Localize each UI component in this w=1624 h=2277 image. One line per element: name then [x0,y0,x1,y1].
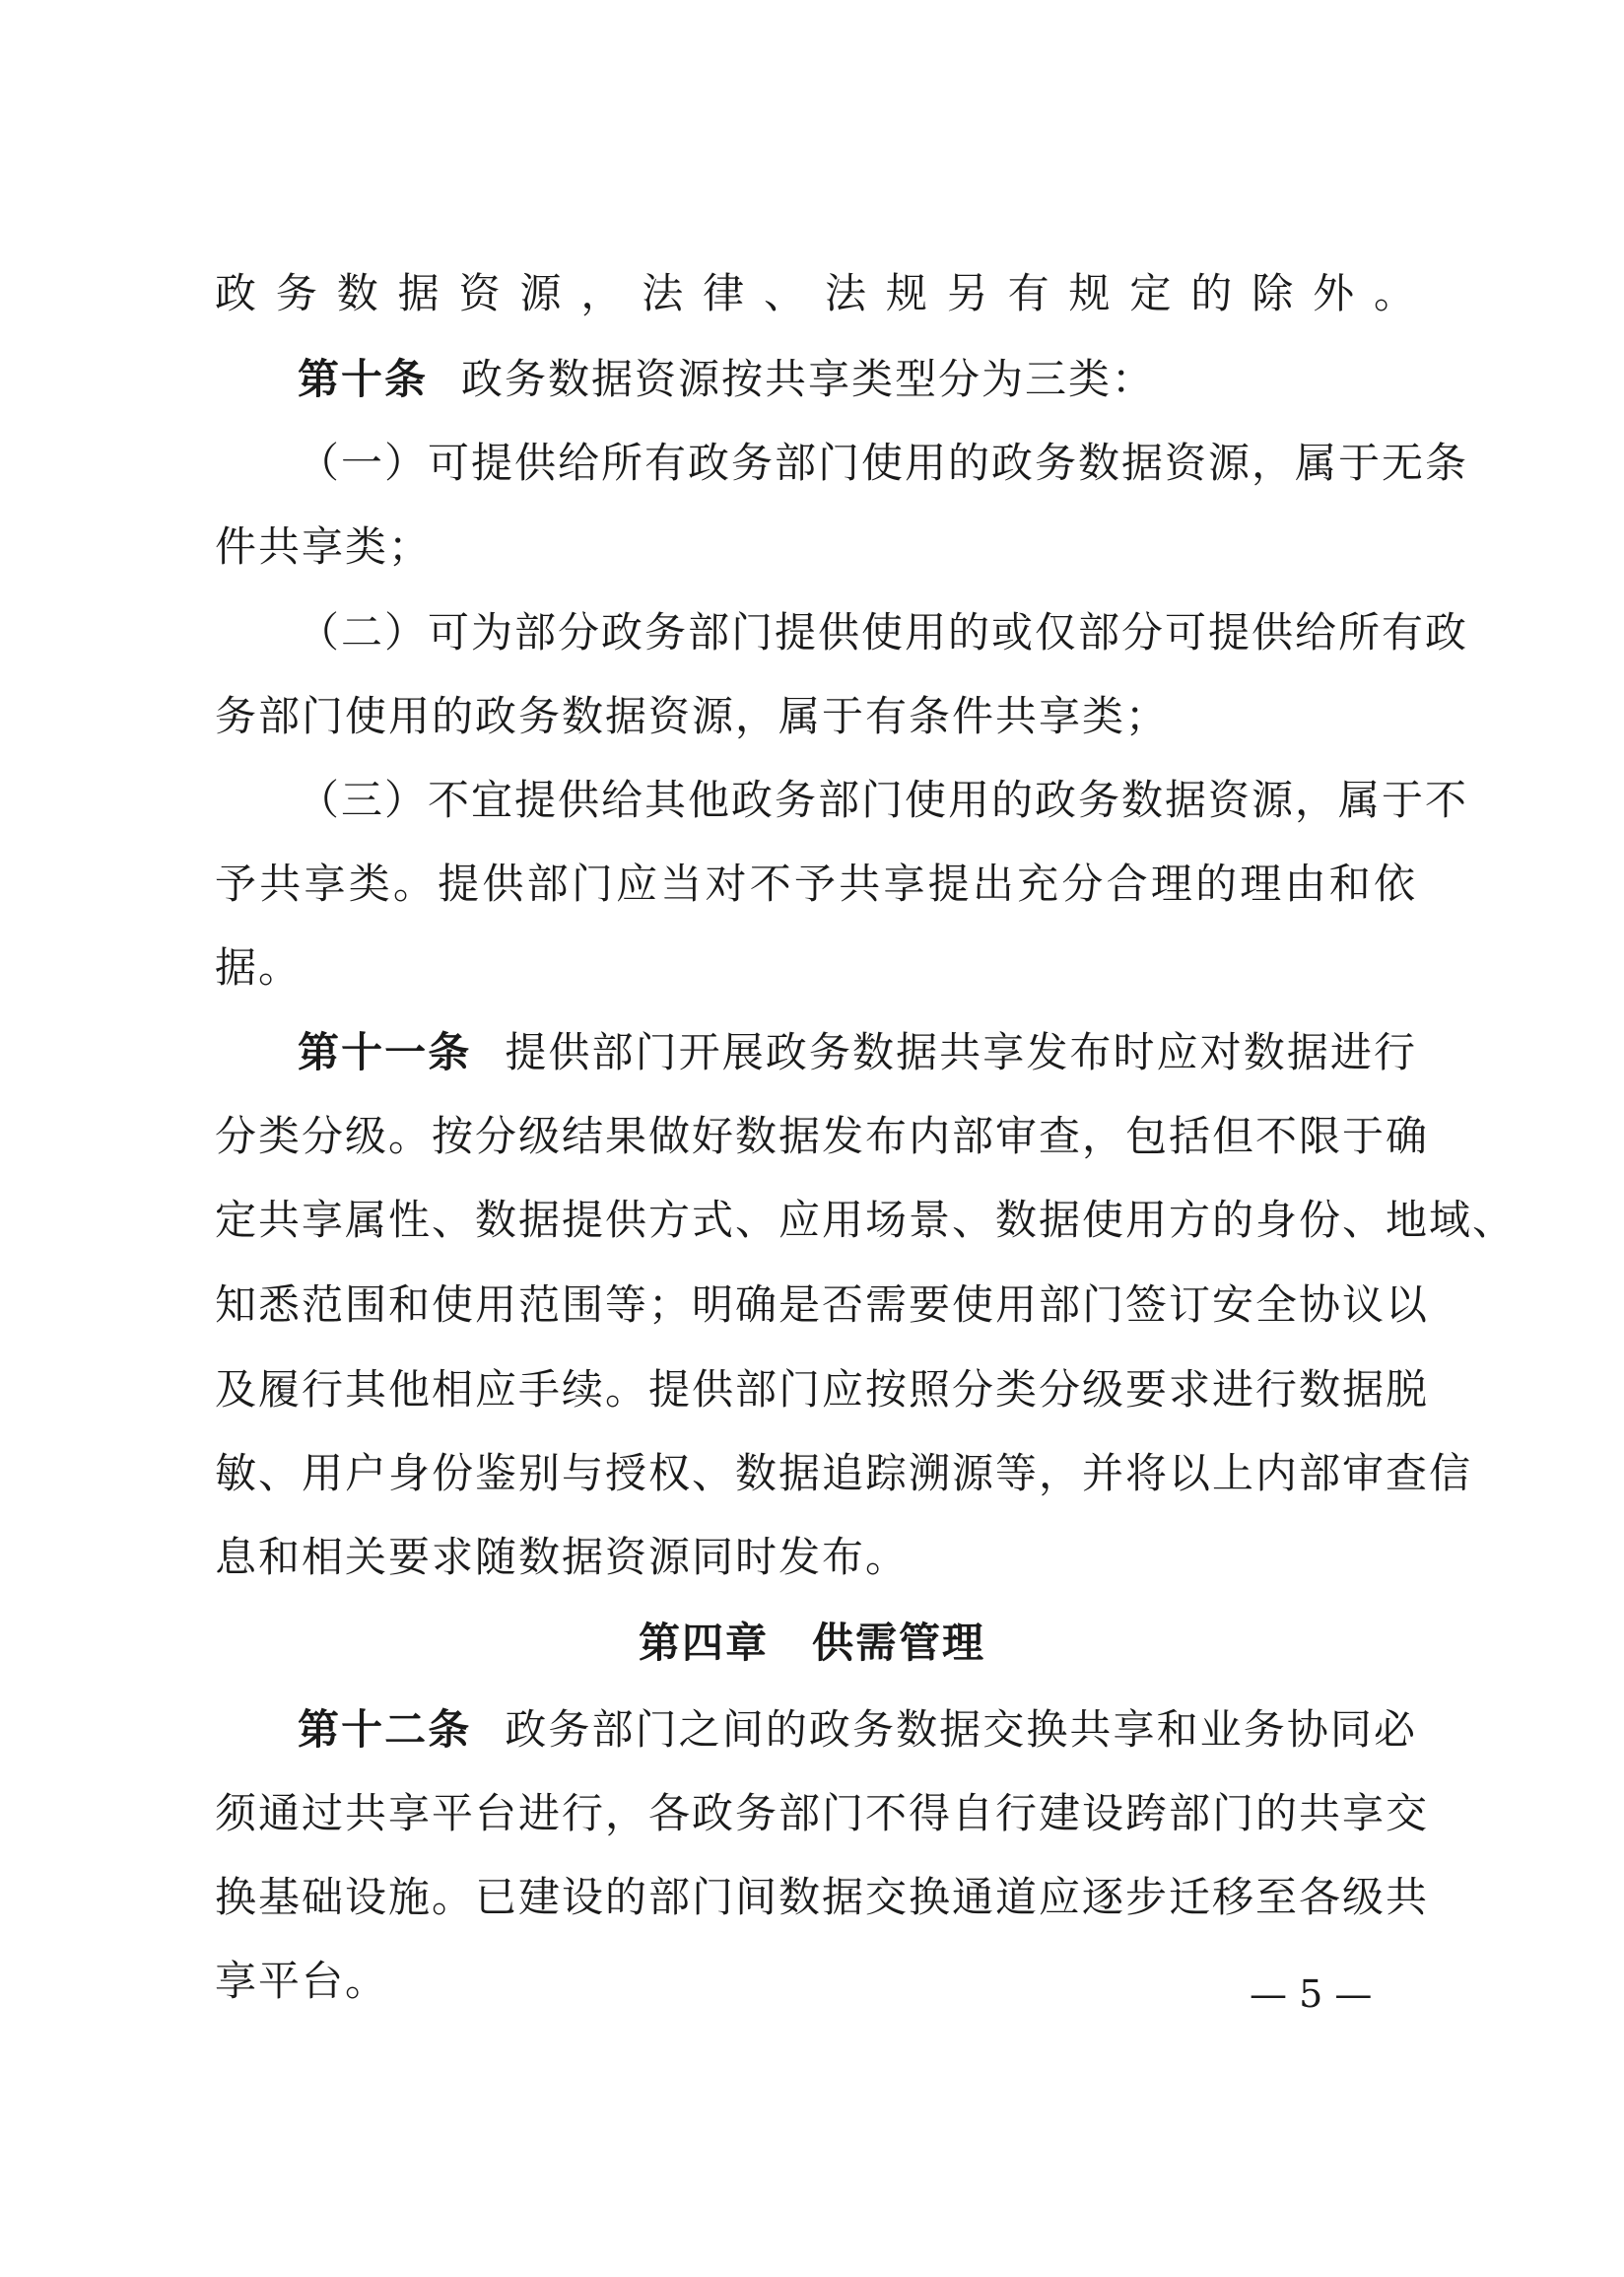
text-line: 享平台。 [215,1957,389,2005]
text-line: 换基础设施。已建设的部门间数据交换通道应逐步迁移至各级共 [215,1873,1430,1921]
article-heading: 第十二条 [298,1705,472,1754]
article-paragraph [298,1700,1417,1760]
article-text: 政务部门之间的政务数据交换共享和业务协同必 [505,1705,1417,1754]
text-line: 须通过共享平台进行，各政务部门不得自行建设跨部门的共享交 [215,1789,1430,1837]
text-line: （二）可为部分政务部门提供使用的或仅部分可提供给所有政 [298,608,1469,656]
text-line: 知悉范围和使用范围等；明确是否需要使用部门签订安全协议以 [215,1280,1430,1329]
article-paragraph [298,350,1417,409]
text-line: （一）可提供给所有政务部门使用的政务数据资源，属于无条 [298,439,1469,487]
text-line: （三）不宜提供给其他政务部门使用的政务数据资源，属于不 [298,776,1469,824]
text-line: 定共享属性、数据提供方式、应用场景、数据使用方的身份、地域、 [215,1196,1517,1244]
text-line: 据。 [215,943,303,992]
text-line: 及履行其他相应手续。提供部门应按照分类分级要求进行数据脱 [215,1365,1430,1414]
text-line: 政务数据资源，法律、法规另有规定的除外。 [215,269,1417,317]
text-line: 件共享类； [215,522,433,571]
article-heading: 第十一条 [298,1028,472,1076]
article-paragraph [298,1023,1417,1082]
text-line: 予共享类。提供部门应当对不予共享提出充分合理的理由和依 [215,860,1417,908]
article-heading: 第十条 [298,355,429,403]
chapter-number: 第四章 [638,1619,769,1667]
chapter-title: 供需管理 [812,1619,986,1667]
text-line: 敏、用户身份鉴别与授权、数据追踪溯源等，并将以上内部审查信 [215,1449,1473,1497]
text-line: 分类分级。按分级结果做好数据发布内部审查，包括但不限于确 [215,1112,1430,1160]
article-text: 政务数据资源按共享类型分为三类： [461,355,1156,403]
chapter-heading [0,1614,1624,1673]
article-text: 提供部门开展政务数据共享发布时应对数据进行 [505,1028,1417,1076]
text-line: 息和相关要求随数据资源同时发布。 [215,1533,910,1581]
text-line: 务部门使用的政务数据资源，属于有条件共享类； [215,692,1170,740]
page-number: — 5 — [1250,1972,1373,2016]
